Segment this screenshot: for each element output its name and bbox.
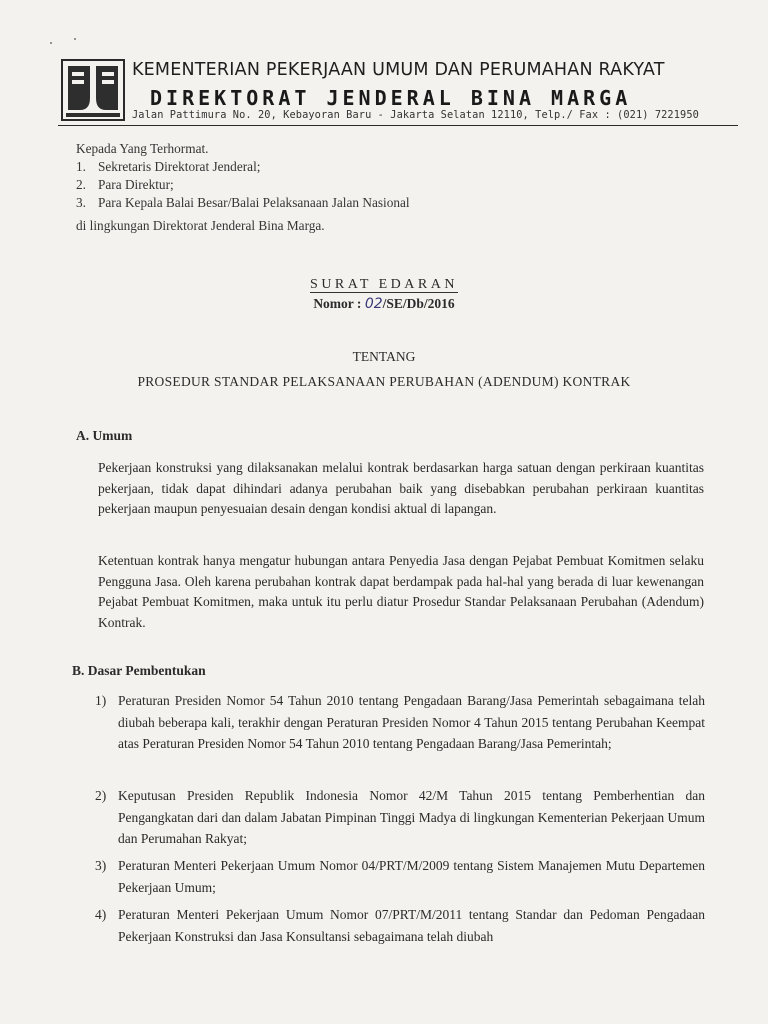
legal-basis-text: Peraturan Menteri Pekerjaan Umum Nomor 04/PRT/M/2009 tentang Sistem Manajemen Mutu Departemen Pekerjaan Umum; [118,858,705,895]
letterhead-address: Jalan Pattimura No. 20, Kebayoran Baru - Jakarta Selatan 12110, Telp./ Fax : (021) 7221950 [132,109,699,121]
scan-speck [50,42,52,44]
circular-number-handwritten: 02 [364,296,383,312]
recipient-text: Sekretaris Direktorat Jenderal; [98,159,261,174]
pu-ministry-logo-icon [60,58,126,122]
legal-basis-number: 1) [95,693,107,708]
circular-subject: PROSEDUR STANDAR PELAKSANAAN PERUBAHAN (ADENDUM) KONTRAK [137,374,631,389]
circular-about: TENTANG [352,349,416,364]
legal-basis-number: 3) [95,858,107,873]
recipients-location: di lingkungan Direktorat Jenderal Bina Marga. [76,218,325,233]
directorate-name: DIREKTORAT JENDERAL BINA MARGA [150,86,632,110]
recipient-number: 3. [76,195,86,210]
recipient-number: 2. [76,177,86,192]
section-a-paragraph: Pekerjaan konstruksi yang dilaksanakan melalui kontrak berdasarkan harga satuan dengan perkiraan kuantitas pekerjaan, tidak dapat dihindari adanya perubahan baik yang disebabkan perubahan perkiraan kuantitas pekerjaan maupun penyesuaian desain dengan kondisi aktual di lapangan. [98,460,704,517]
scan-speck [74,38,76,40]
circular-number-line [0,296,768,312]
recipients-intro: Kepada Yang Terhormat. [76,141,209,156]
recipient-number: 1. [76,159,86,174]
letterhead-divider [58,125,738,126]
legal-basis-number: 4) [95,907,107,922]
legal-basis-item [95,690,705,755]
ministry-name: KEMENTERIAN PEKERJAAN UMUM DAN PERUMAHAN RAKYAT [132,60,665,80]
recipient-text: Para Kepala Balai Besar/Balai Pelaksanaan Jalan Nasional [98,195,410,210]
section-a-heading: A. Umum [76,428,133,443]
circular-number-suffix: /SE/Db/2016 [382,296,455,311]
legal-basis-item [95,785,705,850]
recipient-item [76,159,260,175]
legal-basis-number: 2) [95,788,107,803]
recipient-text: Para Direktur; [98,177,174,192]
recipient-item [76,177,174,193]
legal-basis-text: Keputusan Presiden Republik Indonesia Nomor 42/M Tahun 2015 tentang Pemberhentian dan Pengangkatan dari dan dalam Jabatan Pimpinan Tinggi Madya di lingkungan Kementerian Pekerjaan Umum dan Perumahan Rakyat; [118,788,705,846]
legal-basis-item [95,855,705,898]
circular-title: SURAT EDARAN [310,277,458,292]
legal-basis-text: Peraturan Menteri Pekerjaan Umum Nomor 07/PRT/M/2011 tentang Standar dan Pedoman Pengadaan Pekerjaan Konstruksi dan Jasa Konsultansi sebagaimana telah diubah [118,907,705,944]
recipient-item [76,195,410,211]
circular-number-prefix: Nomor : [313,296,362,311]
section-b-heading: B. Dasar Pembentukan [72,663,206,678]
section-a-paragraph: Ketentuan kontrak hanya mengatur hubungan antara Penyedia Jasa dengan Pejabat Pembuat Komitmen selaku Pengguna Jasa. Oleh karena perubahan kontrak dapat berdampak pada hal-hal yang berada di luar kewenangan Pejabat Pembuat Komitmen, maka untuk itu perlu diatur Prosedur Standar Pelaksanaan Perubahan (Adendum) Kontrak. [98,553,704,631]
circular-title-line [0,277,768,293]
legal-basis-text: Peraturan Presiden Nomor 54 Tahun 2010 tentang Pengadaan Barang/Jasa Pemerintah sebagaimana telah diubah beberapa kali, terakhir dengan Peraturan Presiden Nomor 4 Tahun 2015 tentang Perubahan Keempat atas Peraturan Presiden Nomor 54 Tahun 2010 tentang Pengadaan Barang/Jasa Pemerintah; [118,693,705,751]
legal-basis-item [95,904,705,947]
